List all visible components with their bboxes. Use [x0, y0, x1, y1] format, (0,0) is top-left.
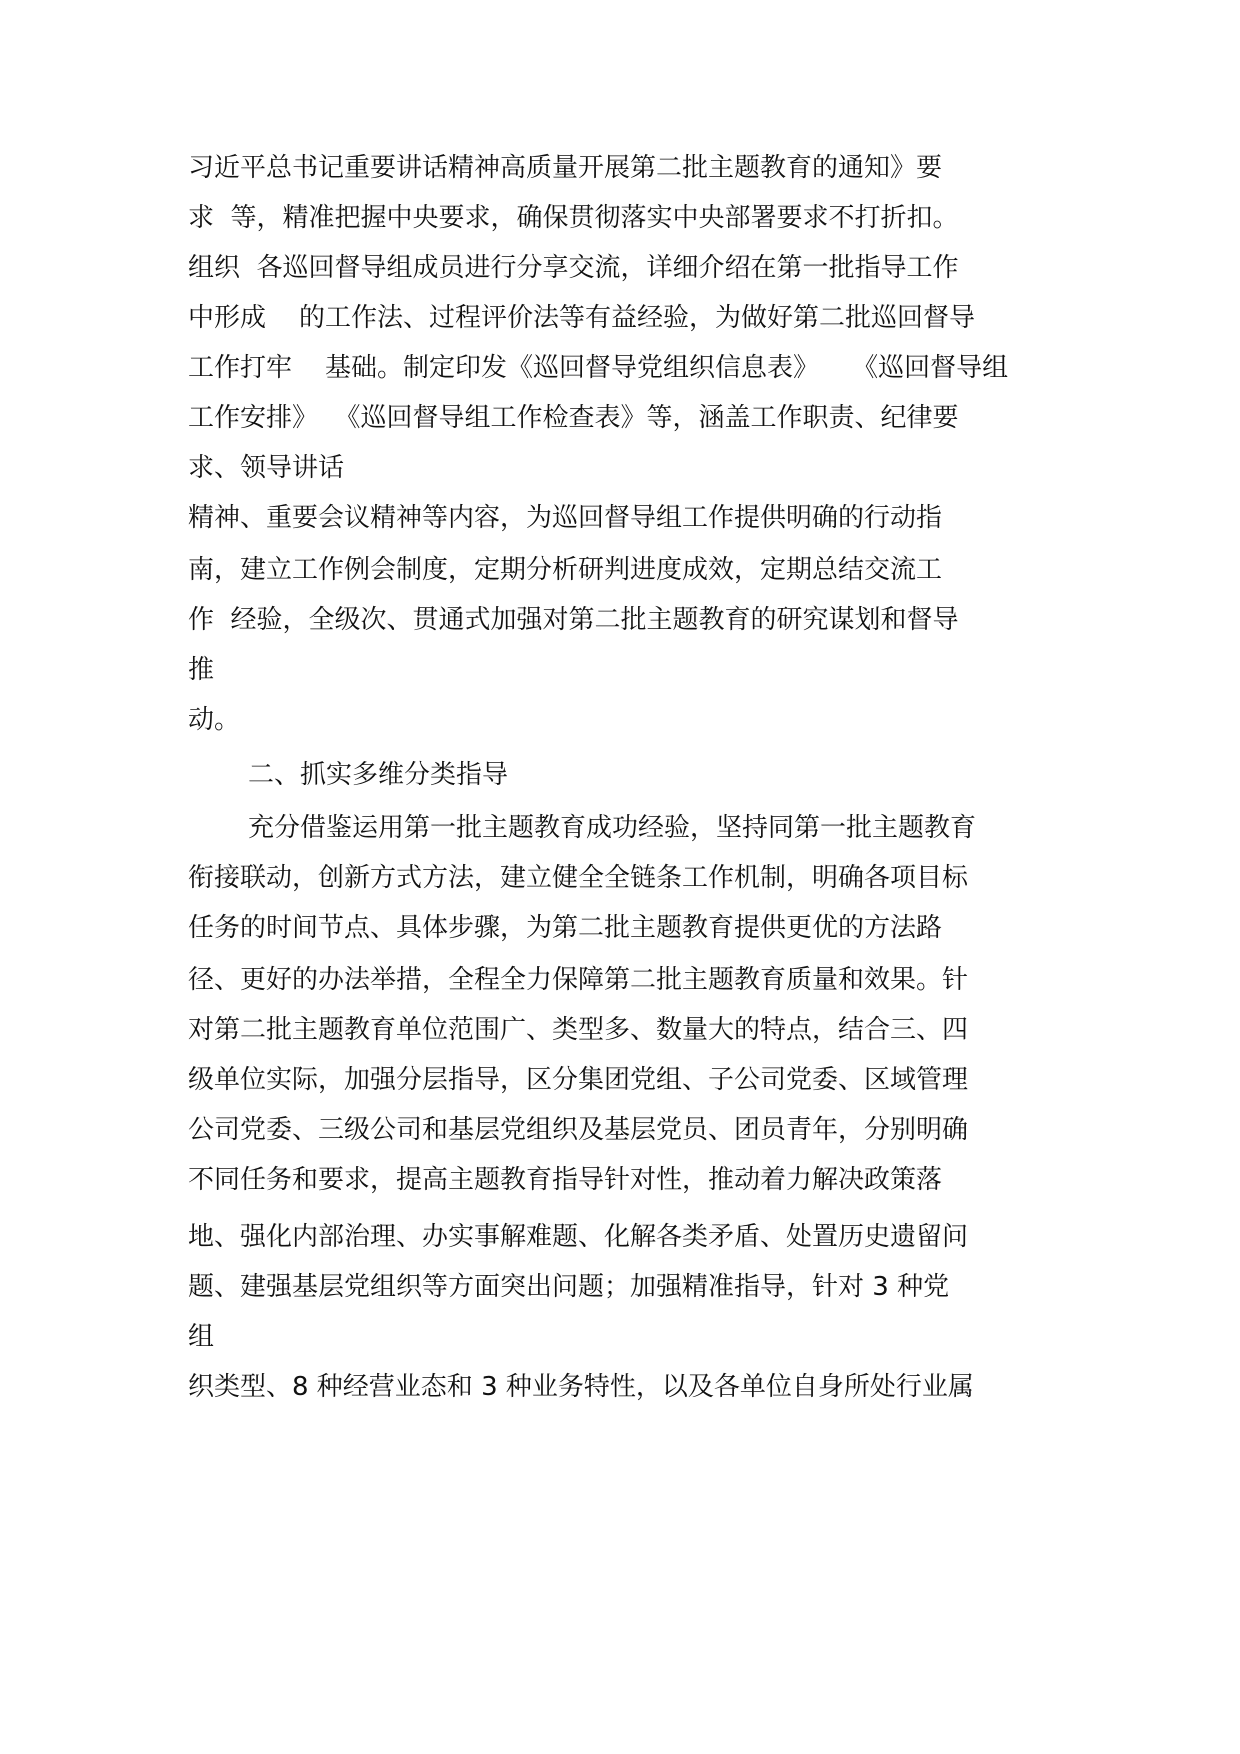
text-line: 充分借鉴运用第一批主题教育成功经验，坚持同第一批主题教育 — [248, 813, 977, 843]
text-line: 求、领导讲话 — [188, 453, 345, 483]
text-line: 工作安排》 《巡回督导组工作检查表》等，涵盖工作职责、纪律要 — [188, 403, 959, 433]
text-line: 作 经验，全级次、贯通式加强对第二批主题教育的研究谋划和督导 — [188, 605, 959, 635]
text-line: 衔接联动，创新方式方法，建立健全全链条工作机制，明确各项目标 — [188, 863, 969, 893]
text-line: 公司党委、三级公司和基层党组织及基层党员、团员青年，分别明确 — [188, 1115, 969, 1145]
text-line: 推 — [188, 655, 215, 685]
text-line: 南，建立工作例会制度，定期分析研判进度成效，定期总结交流工 — [188, 555, 943, 585]
text-line: 动。 — [188, 705, 241, 735]
text-line: 题、建强基层党组织等方面突出问题；加强精准指导，针对 3 种党 — [188, 1272, 950, 1302]
text-line: 任务的时间节点、具体步骤，为第二批主题教育提供更优的方法路 — [188, 913, 943, 943]
text-line: 径、更好的办法举措，全程全力保障第二批主题教育质量和效果。针 — [188, 965, 969, 995]
text-line: 级单位实际，加强分层指导，区分集团党组、子公司党委、区域管理 — [188, 1065, 969, 1095]
text-line: 织类型、8 种经营业态和 3 种业务特性，以及各单位自身所处行业属 — [188, 1372, 974, 1402]
text-line: 地、强化内部治理、办实事解难题、化解各类矛盾、处置历史遗留问 — [188, 1222, 969, 1252]
text-line: 组 — [188, 1322, 215, 1352]
text-line: 不同任务和要求，提高主题教育指导针对性，推动着力解决政策落 — [188, 1165, 943, 1195]
text-line: 对第二批主题教育单位范围广、类型多、数量大的特点，结合三、四 — [188, 1015, 969, 1045]
text-line: 工作打牢 基础。制定印发《巡回督导党组织信息表》 《巡回督导组 — [188, 353, 1009, 383]
section-heading: 二、抓实多维分类指导 — [248, 760, 509, 790]
text-line: 求 等，精准把握中央要求，确保贯彻落实中央部署要求不打折扣。 — [188, 203, 959, 233]
text-line: 习近平总书记重要讲话精神高质量开展第二批主题教育的通知》要 — [188, 153, 943, 183]
text-line: 精神、重要会议精神等内容，为巡回督导组工作提供明确的行动指 — [188, 503, 943, 533]
text-line: 中形成 的工作法、过程评价法等有益经验，为做好第二批巡回督导 — [188, 303, 976, 333]
text-line: 组织 各巡回督导组成员进行分享交流，详细介绍在第一批指导工作 — [188, 253, 959, 283]
